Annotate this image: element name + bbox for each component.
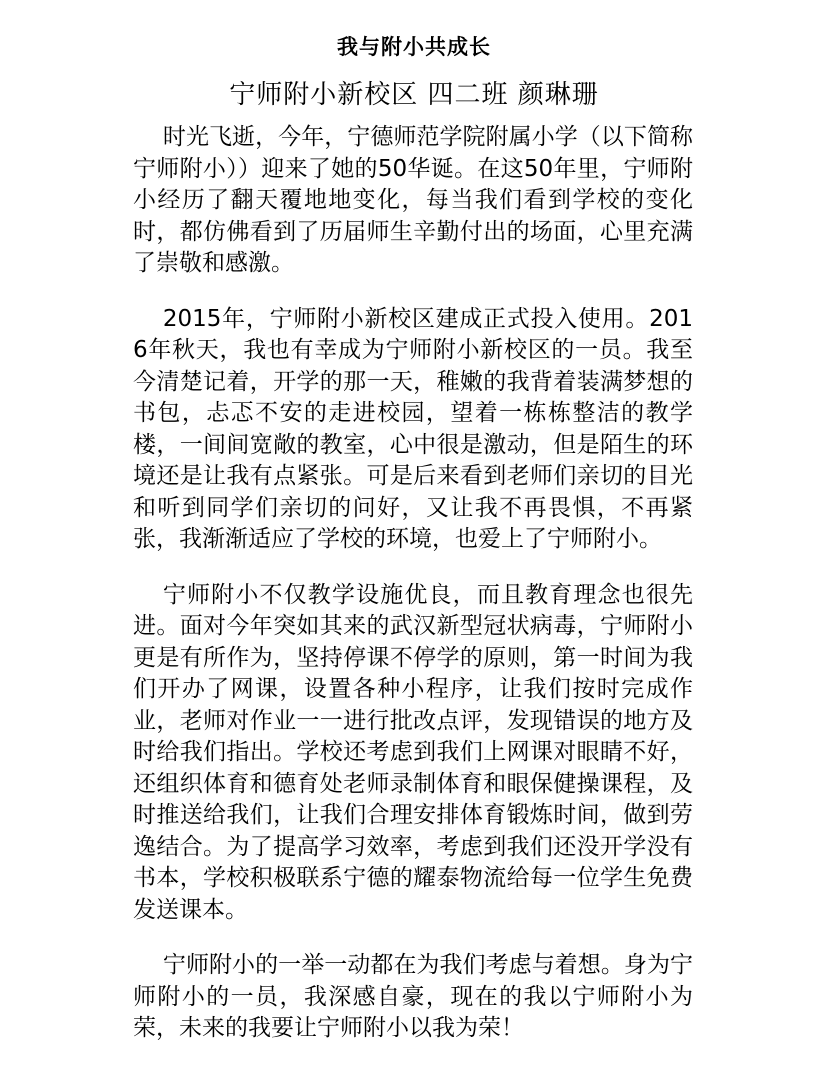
document-subtitle: 宁师附小新校区 四二班 颜琳珊: [229, 80, 599, 110]
paragraph-3: 宁师附小不仅教学设施优良，而且教育理念也很先进。面对今年突如其来的武汉新型冠状病毒，宁师附小更是有所作为，坚持停课不停学的原则，第一时间为我们开办了网课，设置各种小程序，让我们按时完成作业，老师对作业一一进行批改点评，发现错误的地方及时给我们指出。学校还考虑到我们上网课对眼睛不好，还组织体育和德育处老师录制体育和眼保健操课程，及时推送给我们，让我们合理安排体育锻炼时间，做到劳逸结合。为了提高学习效率，考虑到我们还没开学没有书本，学校积极联系宁德的耀泰物流给每一位学生免费发送课本。: [133, 581, 693, 923]
paragraph-4: 宁师附小的一举一动都在为我们考虑与着想。身为宁师附小的一员，我深感自豪，现在的我以宁师附小为荣，未来的我要让宁师附小以我为荣！: [133, 952, 693, 1041]
paragraph-2: 2015年，宁师附小新校区建成正式投入使用。2016年秋天，我也有幸成为宁师附小新校区的一员。我至今清楚记着，开学的那一天，稚嫩的我背着装满梦想的书包，忐忑不安的走进校园，望着一栋栋整洁的教学楼，一间间宽敞的教室，心中很是激动，但是陌生的环境还是让我有点紧张。可是后来看到老师们亲切的目光和听到同学们亲切的问好，又让我不再畏惧，不再紧张，我渐渐适应了学校的环境，也爱上了宁师附小。: [133, 305, 693, 552]
document-title: 我与附小共成长: [337, 35, 491, 59]
paragraph-1: 时光飞逝，今年，宁德师范学院附属小学（以下简称宁师附小））迎来了她的50华诞。在这50年里，宁师附小经历了翻天覆地地变化，每当我们看到学校的变化时，都仿佛看到了历届师生辛勤付出的场面，心里充满了崇敬和感激。: [133, 124, 693, 276]
document-body: [133, 122, 693, 1069]
